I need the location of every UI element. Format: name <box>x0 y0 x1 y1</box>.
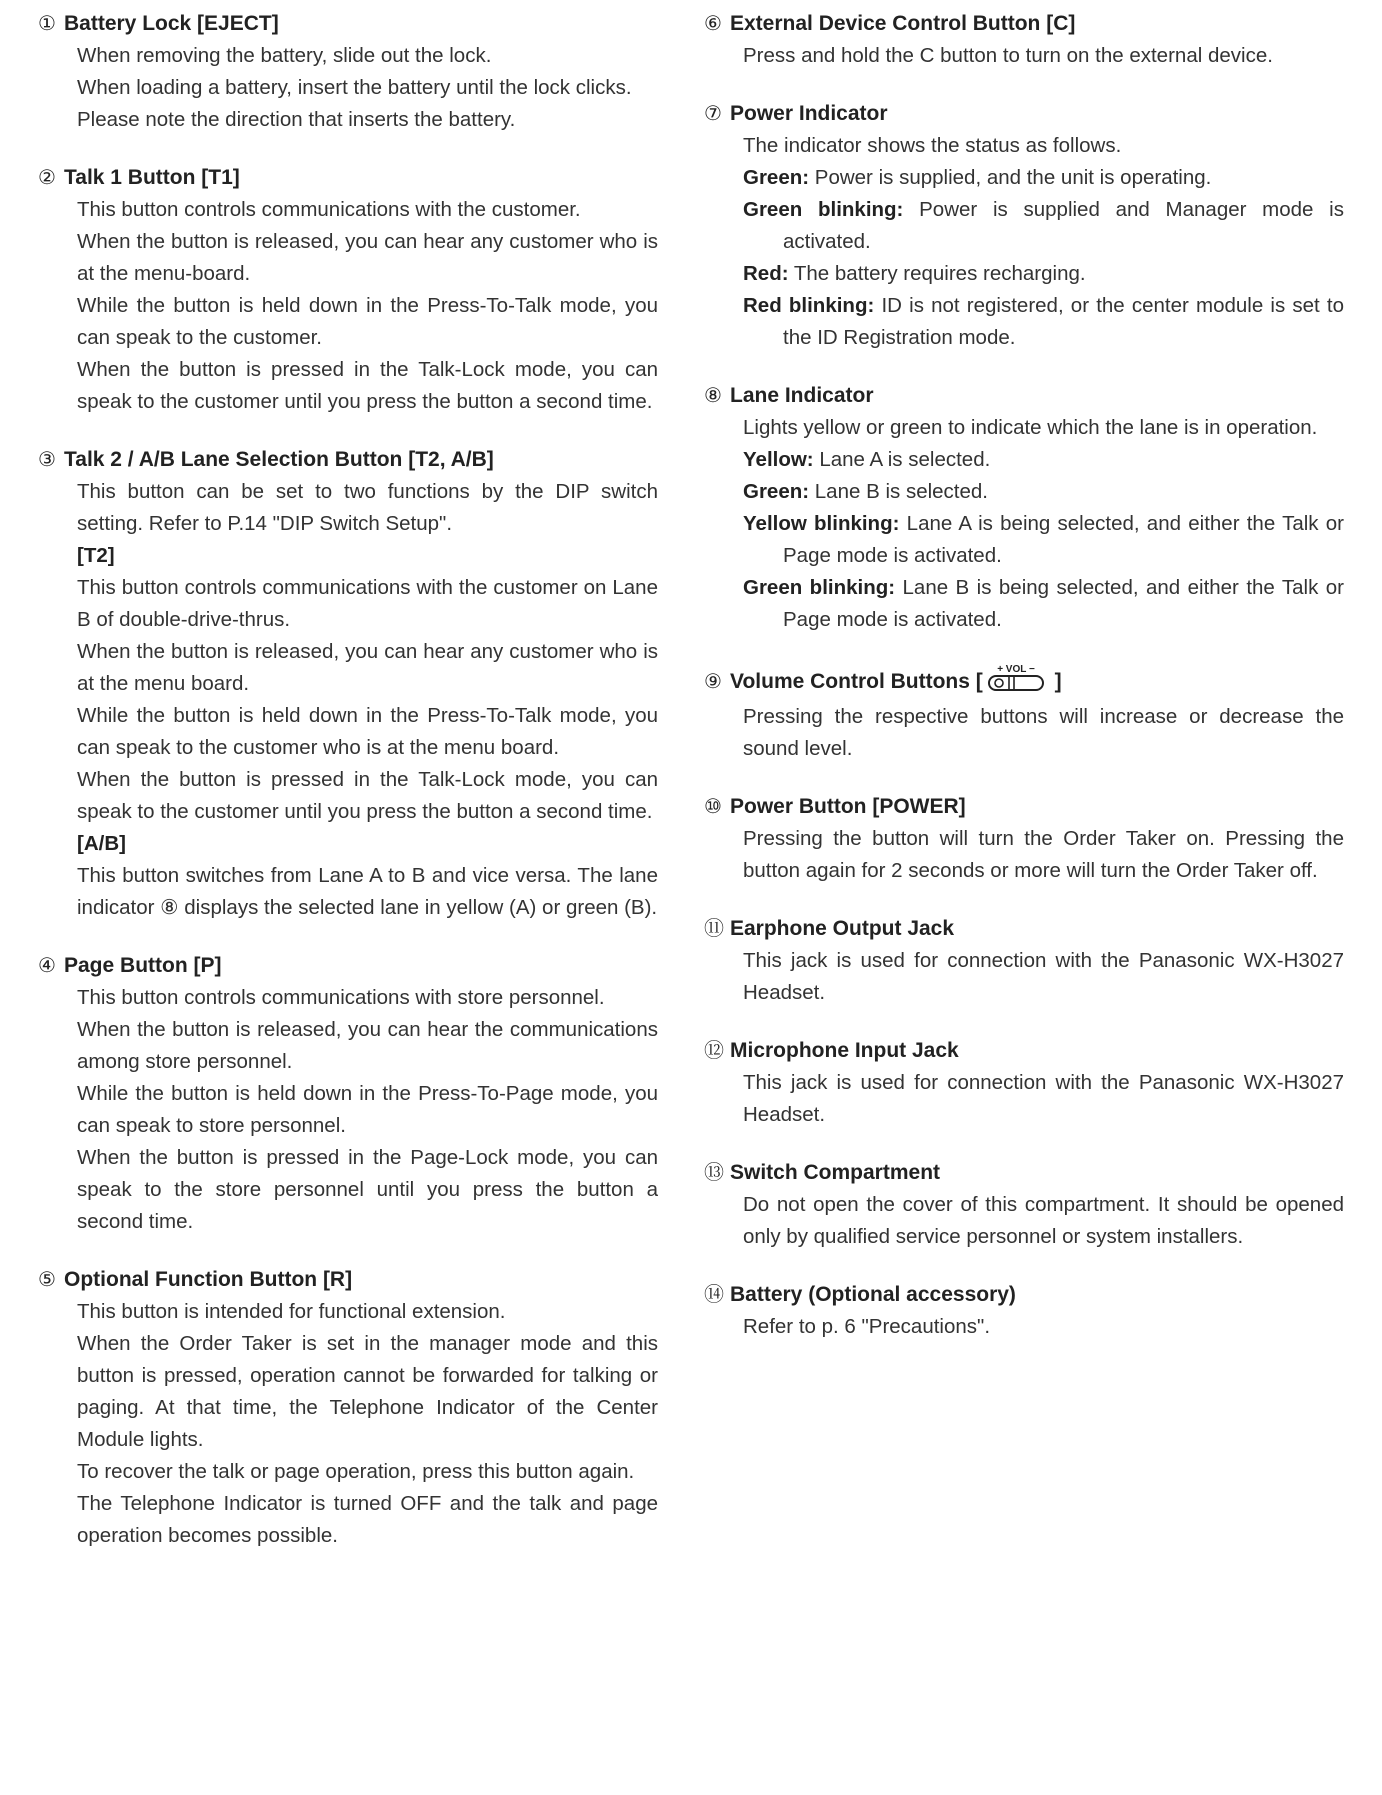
status-desc: Lane A is selected. <box>813 448 991 471</box>
item-text: Do not open the cover of this compartment. It should be opened only by qualified service personnel or system installers. <box>743 1193 1344 1248</box>
item-number: ⑭ <box>704 1284 724 1306</box>
item-text: To recover the talk or page operation, press this button again. <box>77 1460 635 1483</box>
status-desc: Lane B is being selected, and either the Talk or Page mode is activated. <box>783 576 1344 631</box>
item-number: ⑬ <box>704 1162 724 1184</box>
item-optional-function-button <box>38 1264 658 1552</box>
item-number: ⑩ <box>704 796 722 818</box>
item-title-text: Volume Control Buttons [ <box>730 670 983 693</box>
item-lane-indicator <box>704 380 1344 636</box>
item-heading <box>38 444 658 476</box>
subsection-heading-ab: [A/B] <box>77 832 126 855</box>
status-label: Green: <box>743 166 810 189</box>
item-text: Please note the direction that inserts the battery. <box>77 108 516 131</box>
item-heading <box>704 1035 1344 1067</box>
item-heading <box>38 8 658 40</box>
item-text: This button controls communications with store personnel. <box>77 986 605 1009</box>
item-text: When loading a battery, insert the battery until the lock clicks. <box>77 76 632 99</box>
item-text: When removing the battery, slide out the lock. <box>77 44 492 67</box>
volume-rocker-icon <box>987 662 1045 701</box>
item-power-indicator <box>704 98 1344 354</box>
right-column <box>704 8 1344 1795</box>
item-text: This button is intended for functional extension. <box>77 1300 506 1323</box>
item-number: ② <box>38 167 56 189</box>
item-number: ⑫ <box>704 1040 724 1062</box>
status-line <box>743 508 1344 572</box>
item-title: Talk 1 Button [T1] <box>64 166 240 189</box>
status-line <box>743 258 1344 290</box>
item-text: While the button is held down in the Press-To-Talk mode, you can speak to the customer. <box>77 294 658 349</box>
item-title: Battery (Optional accessory) <box>730 1283 1016 1306</box>
item-volume-control-buttons <box>704 662 1344 765</box>
item-text: This jack is used for connection with the Panasonic WX-H3027 Headset. <box>743 1071 1344 1126</box>
status-label: Green blinking: <box>743 198 904 221</box>
item-text: While the button is held down in the Press-To-Talk mode, you can speak to the customer who is at the menu board. <box>77 704 658 759</box>
status-line <box>743 444 1344 476</box>
item-heading <box>704 662 1344 701</box>
item-heading <box>704 913 1344 945</box>
status-label: Yellow blinking: <box>743 512 900 535</box>
status-desc: Power is supplied, and the unit is operating. <box>809 166 1212 189</box>
status-desc: Lane A is being selected, and either the Talk or Page mode is activated. <box>783 512 1345 567</box>
item-heading <box>38 162 658 194</box>
status-label: Red blinking: <box>743 294 875 317</box>
item-text: When the Order Taker is set in the manager mode and this button is pressed, operation cannot be forwarded for talking or paging. At that time, the Telephone Indicator of the Center Module lights. <box>77 1332 658 1451</box>
status-line <box>743 476 1344 508</box>
item-power-button <box>704 791 1344 887</box>
item-title: Earphone Output Jack <box>730 917 955 940</box>
item-text: Pressing the button will turn the Order Taker on. Pressing the button again for 2 seconds or more will turn the Order Taker off. <box>743 827 1344 882</box>
volume-up-dot <box>995 679 1003 687</box>
item-text: When the button is released, you can hear the communications among store personnel. <box>77 1018 658 1073</box>
item-talk2-lane-button <box>38 444 658 924</box>
item-battery-lock <box>38 8 658 136</box>
item-number: ⑤ <box>38 1269 56 1291</box>
item-title: Microphone Input Jack <box>730 1039 959 1062</box>
item-heading <box>704 791 1344 823</box>
item-text: While the button is held down in the Press-To-Page mode, you can speak to store personnel. <box>77 1082 658 1137</box>
item-text: The Telephone Indicator is turned OFF and the talk and page operation becomes possible. <box>77 1492 658 1547</box>
item-title: Talk 2 / A/B Lane Selection Button [T2, A/B] <box>64 448 494 471</box>
item-battery-accessory <box>704 1279 1344 1343</box>
item-title: External Device Control Button [C] <box>730 12 1076 35</box>
status-desc: ID is not registered, or the center module is set to the ID Registration mode. <box>783 294 1345 349</box>
item-title: Power Button [POWER] <box>730 795 966 818</box>
item-text: This button can be set to two functions by the DIP switch setting. Refer to P.14 "DIP Switch Setup". <box>77 480 658 535</box>
item-title: Power Indicator <box>730 102 888 125</box>
item-title: Switch Compartment <box>730 1161 941 1184</box>
item-title: Lane Indicator <box>730 384 874 407</box>
item-external-device-button <box>704 8 1344 72</box>
volume-rocker-outline <box>989 676 1043 690</box>
item-text: When the button is pressed in the Talk-Lock mode, you can speak to the customer until you press the button a second time. <box>77 768 658 823</box>
item-title: Optional Function Button [R] <box>64 1268 353 1291</box>
item-heading <box>38 1264 658 1296</box>
status-label: Red: <box>743 262 789 285</box>
subsection-heading-t2: [T2] <box>77 544 115 567</box>
item-title: Battery Lock [EJECT] <box>64 12 279 35</box>
status-label: Green: <box>743 480 810 503</box>
item-number: ⑧ <box>704 385 722 407</box>
item-text: Pressing the respective buttons will increase or decrease the sound level. <box>743 705 1344 760</box>
item-text: This jack is used for connection with the Panasonic WX-H3027 Headset. <box>743 949 1344 1004</box>
item-number: ⑦ <box>704 103 722 125</box>
left-column <box>38 8 658 1795</box>
item-text: When the button is pressed in the Page-Lock mode, you can speak to the store personnel until you press the button a second time. <box>77 1146 658 1233</box>
item-heading <box>704 380 1344 412</box>
item-text: Press and hold the C button to turn on the external device. <box>743 44 1273 67</box>
item-heading <box>704 98 1344 130</box>
item-text: Lights yellow or green to indicate which the lane is in operation. <box>743 416 1318 439</box>
item-number: ⑨ <box>704 671 722 693</box>
status-desc: Lane B is selected. <box>809 480 988 503</box>
volume-label: + VOL − <box>996 664 1035 675</box>
item-heading <box>704 8 1344 40</box>
item-page-button <box>38 950 658 1238</box>
item-text: Refer to p. 6 "Precautions". <box>743 1315 991 1338</box>
item-number: ⑪ <box>704 918 724 940</box>
item-earphone-output-jack <box>704 913 1344 1009</box>
item-microphone-input-jack <box>704 1035 1344 1131</box>
item-text: This button controls communications with the customer. <box>77 198 581 221</box>
status-line <box>743 572 1344 636</box>
status-line <box>743 290 1344 354</box>
status-desc: The battery requires recharging. <box>788 262 1086 285</box>
item-number: ③ <box>38 449 56 471</box>
item-title-text: ] <box>1048 670 1062 693</box>
item-heading <box>38 950 658 982</box>
item-talk1-button <box>38 162 658 418</box>
item-title <box>730 662 1062 701</box>
status-line <box>743 194 1344 258</box>
item-text: This button switches from Lane A to B and vice versa. The lane indicator ⑧ displays the selected lane in yellow (A) or green (B). <box>77 864 658 919</box>
item-heading <box>704 1279 1344 1311</box>
item-number: ④ <box>38 955 56 977</box>
status-label: Green blinking: <box>743 576 896 599</box>
item-text: When the button is pressed in the Talk-Lock mode, you can speak to the customer until you press the button a second time. <box>77 358 658 413</box>
item-switch-compartment <box>704 1157 1344 1253</box>
status-desc: Power is supplied and Manager mode is activated. <box>783 198 1344 253</box>
volume-rocker-svg <box>987 662 1045 692</box>
item-number: ⑥ <box>704 13 722 35</box>
item-heading <box>704 1157 1344 1189</box>
status-label: Yellow: <box>743 448 814 471</box>
status-line <box>743 162 1344 194</box>
item-text: When the button is released, you can hear any customer who is at the menu-board. <box>77 230 658 285</box>
item-title: Page Button [P] <box>64 954 222 977</box>
item-text: This button controls communications with the customer on Lane B of double-drive-thrus. <box>77 576 658 631</box>
item-number: ① <box>38 13 56 35</box>
item-text: When the button is released, you can hear any customer who is at the menu board. <box>77 640 658 695</box>
item-text: The indicator shows the status as follows. <box>743 134 1122 157</box>
